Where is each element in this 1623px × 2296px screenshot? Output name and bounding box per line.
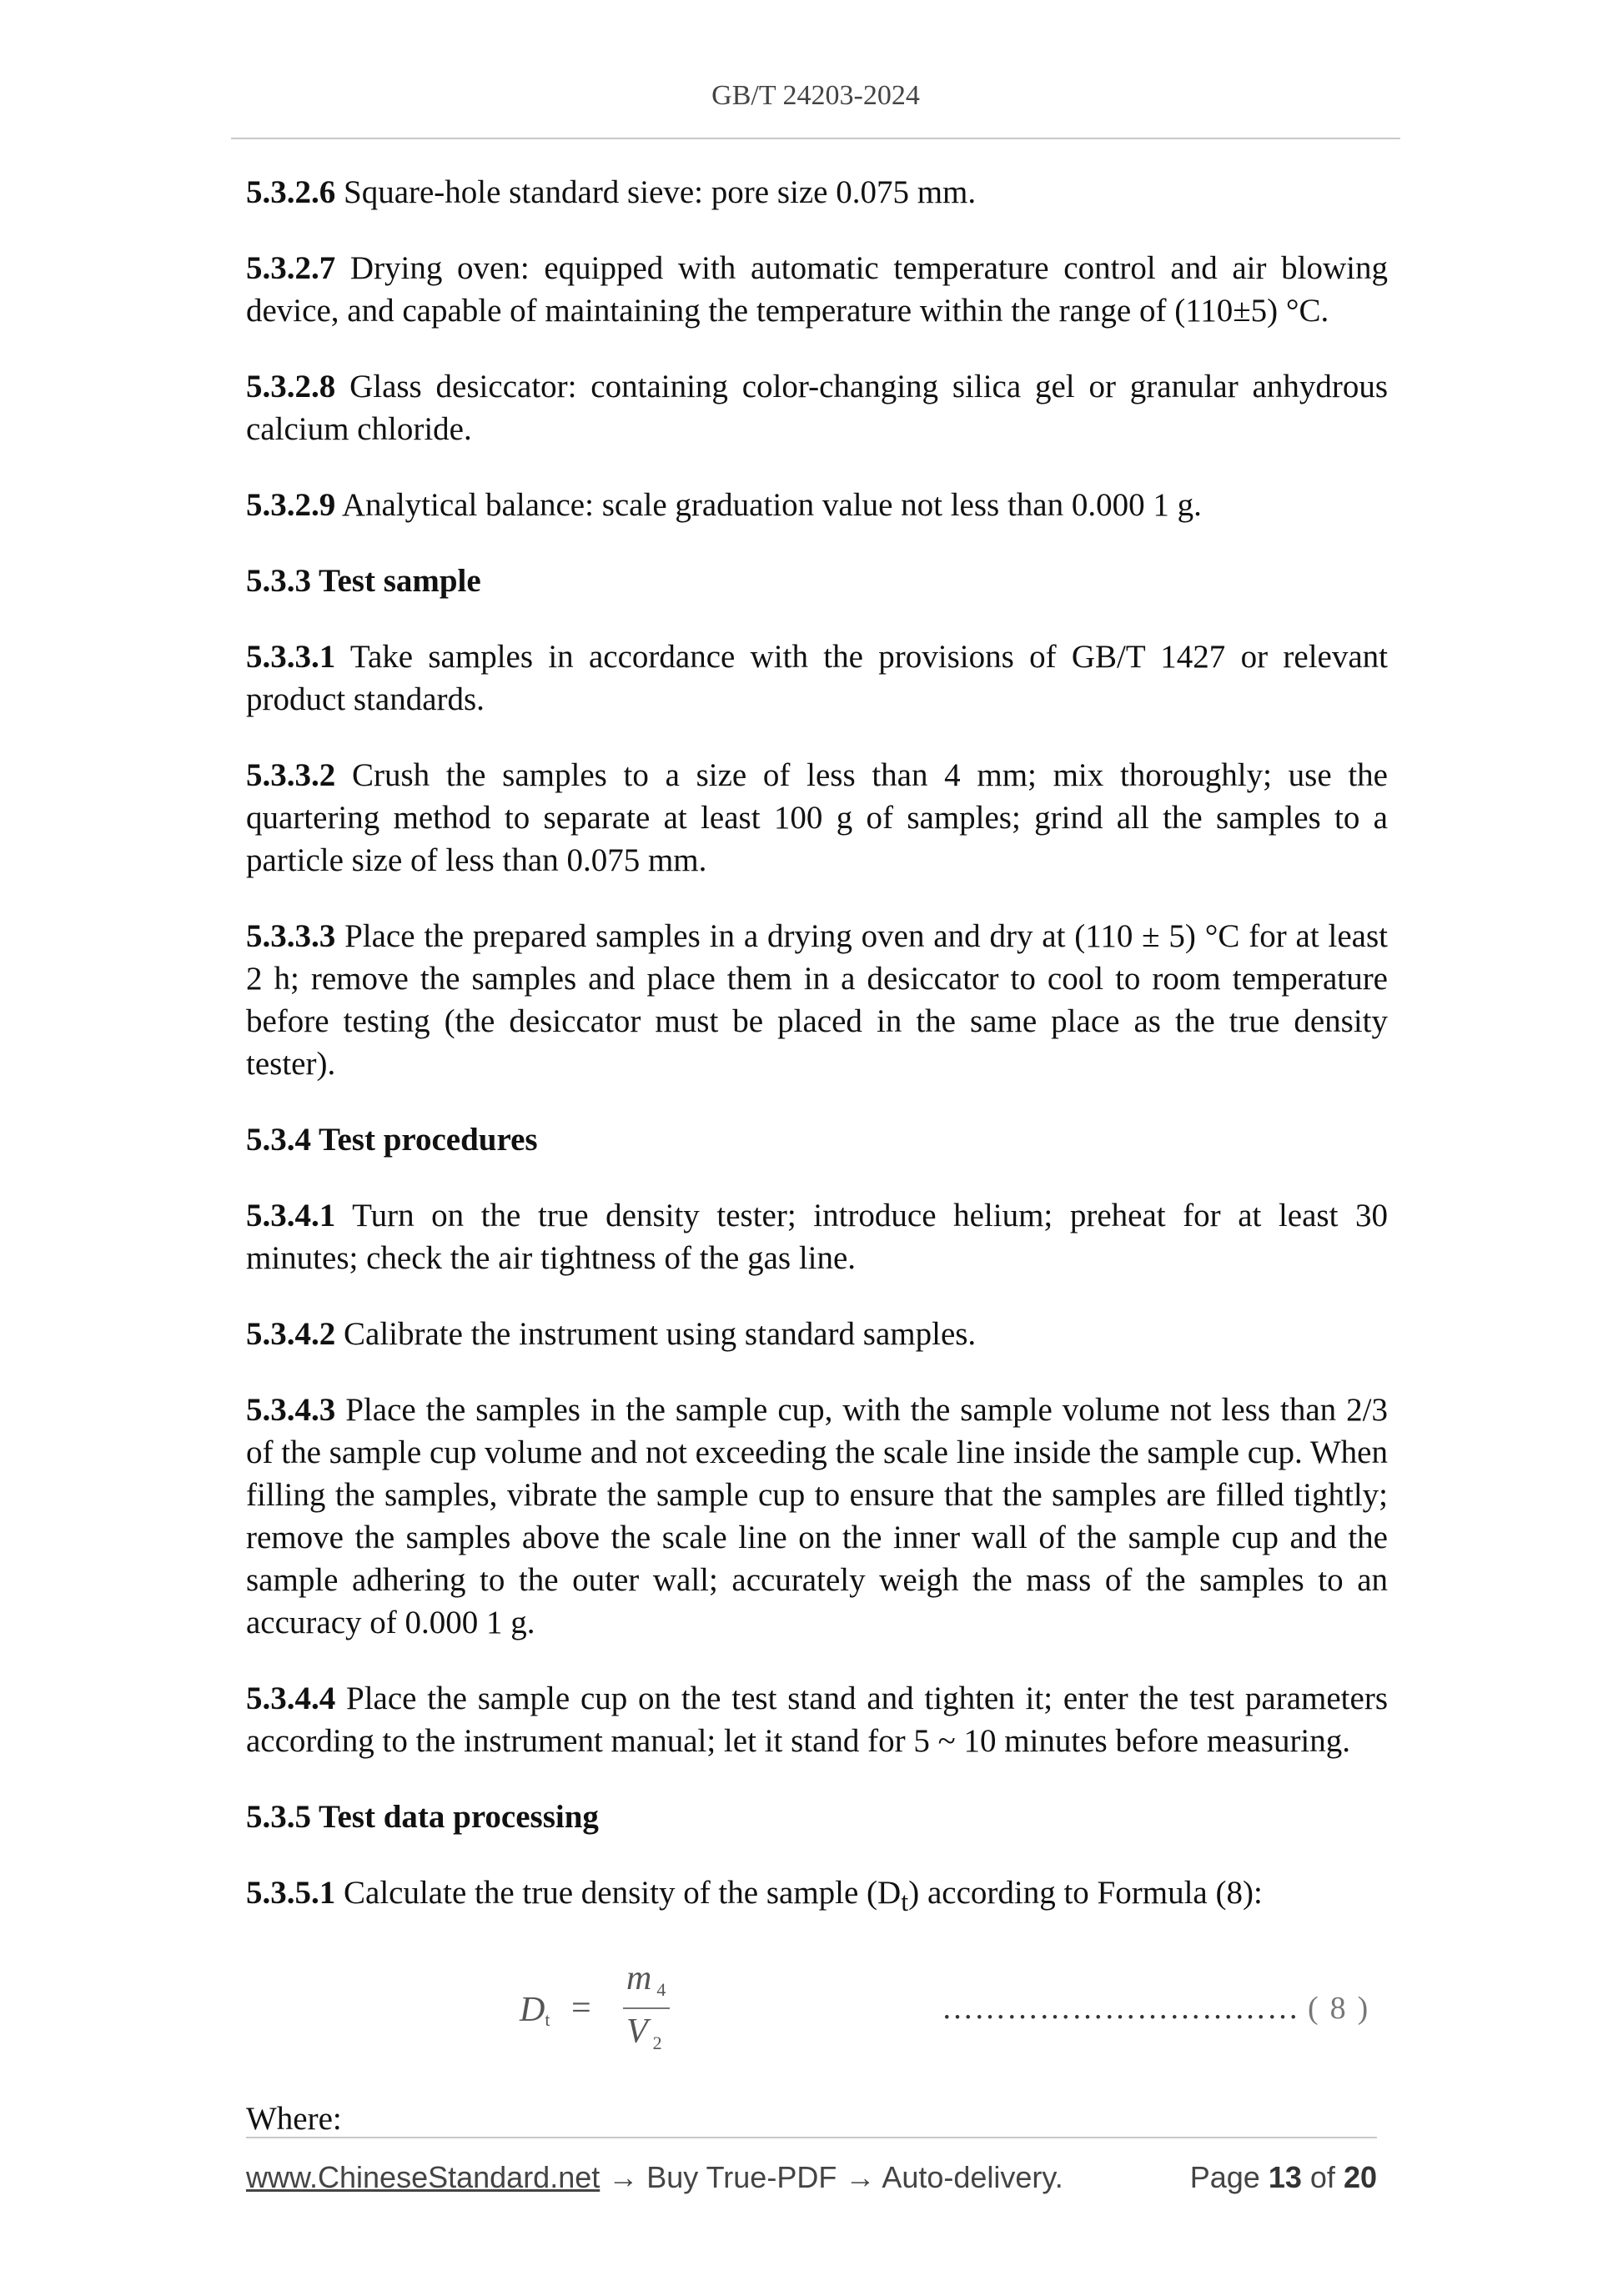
clause-text: Take samples in accordance with the provisions of GB/T 1427 or relevant product standards. bbox=[246, 639, 1388, 717]
formula-equals: = bbox=[571, 1988, 591, 2027]
formula-subscript: 2 bbox=[652, 2032, 662, 2053]
formula-8 bbox=[246, 1957, 1388, 2061]
formula-denominator bbox=[626, 2011, 662, 2064]
clause-text: Analytical balance: scale graduation value not less than 0.000 1 g. bbox=[335, 487, 1202, 523]
clause-number: 5.3.2.8 bbox=[246, 369, 336, 404]
clause-5-3-3-2 bbox=[246, 754, 1388, 882]
footer-divider bbox=[246, 2137, 1377, 2138]
clause-text: Calibrate the instrument using standard samples. bbox=[335, 1316, 977, 1352]
formula-variable: V bbox=[626, 2012, 648, 2051]
clause-text: Turn on the true density tester; introduce helium; preheat for at least 30 minutes; check the air tightness of the gas line. bbox=[246, 1198, 1388, 1276]
formula-numerator bbox=[626, 1957, 666, 2011]
subscript: t bbox=[901, 1887, 909, 1917]
total-pages: 20 bbox=[1343, 2160, 1377, 2194]
clause-number: 5.3.5.1 bbox=[246, 1875, 336, 1911]
formula-variable: D bbox=[520, 1990, 545, 2029]
where-label: Where: bbox=[246, 2100, 342, 2137]
clause-number: 5.3.3.1 bbox=[246, 639, 336, 675]
fraction-bar bbox=[623, 2007, 670, 2009]
clause-5-3-4-3 bbox=[246, 1389, 1388, 1644]
clause-number: 5.3.2.9 bbox=[246, 487, 336, 523]
clause-text: Square-hole standard sieve: pore size 0.075 mm. bbox=[335, 174, 977, 210]
document-body bbox=[246, 171, 1388, 2173]
page-header: GB/T 24203-2024 bbox=[711, 80, 920, 111]
formula-subscript: t bbox=[545, 2008, 550, 2030]
clause-5-3-2-7 bbox=[246, 247, 1388, 332]
current-page: 13 bbox=[1268, 2160, 1302, 2194]
clause-5-3-2-8 bbox=[246, 365, 1388, 450]
clause-number: 5.3.2.7 bbox=[246, 250, 336, 286]
clause-5-3-5-1 bbox=[246, 1871, 1388, 1924]
formula-variable: m bbox=[626, 1958, 652, 1997]
clause-number: 5.3.3.3 bbox=[246, 918, 336, 954]
clause-number: 5.3.4.3 bbox=[246, 1392, 336, 1428]
formula-number: (8) bbox=[1308, 1990, 1380, 2026]
clause-text: Calculate the true density of the sample (D bbox=[335, 1875, 902, 1911]
clause-text: Place the samples in the sample cup, with the sample volume not less than 2/3 of the sample cup volume and not exceeding the scale line inside the sample cup. When filling the samples, vibrate the sample cup to ensure that the samples are filled tightly; remove the samples above the scale line on the inner wall of the sample cup and the sample adhering to the outer wall; accurately weigh the mass of the samples to an accuracy of 0.000 1 g. bbox=[246, 1392, 1388, 1640]
clause-text: Place the sample cup on the test stand and tighten it; enter the test parameters according to the instrument manual; let it stand for 5 ~ 10 minutes before measuring. bbox=[246, 1681, 1388, 1759]
formula-lhs bbox=[520, 1989, 550, 2041]
page-word: Page bbox=[1189, 2160, 1260, 2194]
clause-5-3-4-1 bbox=[246, 1194, 1388, 1279]
formula-subscript: 4 bbox=[656, 1978, 666, 2000]
section-heading-test-data-processing: 5.3.5 Test data processing bbox=[246, 1799, 599, 1835]
clause-number: 5.3.2.6 bbox=[246, 174, 336, 210]
clause-5-3-4-2 bbox=[246, 1313, 1388, 1355]
clause-5-3-2-9 bbox=[246, 484, 1388, 526]
clause-5-3-3-3 bbox=[246, 915, 1388, 1085]
clause-text: Crush the samples to a size of less than 4 mm; mix thoroughly; use the quartering method to separate at least 100 g of samples; grind all the samples to a particle size of less than 0.075 mm. bbox=[246, 757, 1388, 878]
section-heading-test-procedures: 5.3.4 Test procedures bbox=[246, 1122, 538, 1158]
leader-dots: …………………………… bbox=[942, 1990, 1299, 2026]
clause-number: 5.3.4.2 bbox=[246, 1316, 336, 1352]
section-heading-test-sample: 5.3.3 Test sample bbox=[246, 563, 481, 599]
footer-tagline: → Buy True-PDF → Auto-delivery. bbox=[600, 2160, 1063, 2194]
clause-number: 5.3.4.4 bbox=[246, 1681, 336, 1716]
footer-promo bbox=[246, 2160, 1063, 2195]
page-indicator bbox=[1190, 2160, 1377, 2195]
clause-number: 5.3.4.1 bbox=[246, 1198, 336, 1233]
header-divider bbox=[231, 138, 1400, 139]
clause-5-3-3-1 bbox=[246, 636, 1388, 721]
clause-text: ) according to Formula (8): bbox=[908, 1875, 1263, 1911]
formula-label bbox=[942, 1987, 1379, 2030]
clause-text: Glass desiccator: containing color-changing silica gel or granular anhydrous calcium chloride. bbox=[246, 369, 1388, 447]
clause-number: 5.3.3.2 bbox=[246, 757, 336, 793]
clause-5-3-4-4 bbox=[246, 1677, 1388, 1762]
clause-text: Place the prepared samples in a drying oven and dry at (110 ± 5) °C for at least 2 h; remove the samples and place them in a desiccator to cool to room temperature before testing (the desiccator must be placed in the same place as the true density tester). bbox=[246, 918, 1388, 1082]
of-word: of bbox=[1309, 2160, 1335, 2194]
clause-text: Drying oven: equipped with automatic temperature control and air blowing device, and capable of maintaining the temperature within the range of (110±5) °C. bbox=[246, 250, 1388, 329]
clause-5-3-2-6 bbox=[246, 171, 1388, 214]
website-link[interactable]: www.ChineseStandard.net bbox=[246, 2160, 600, 2194]
